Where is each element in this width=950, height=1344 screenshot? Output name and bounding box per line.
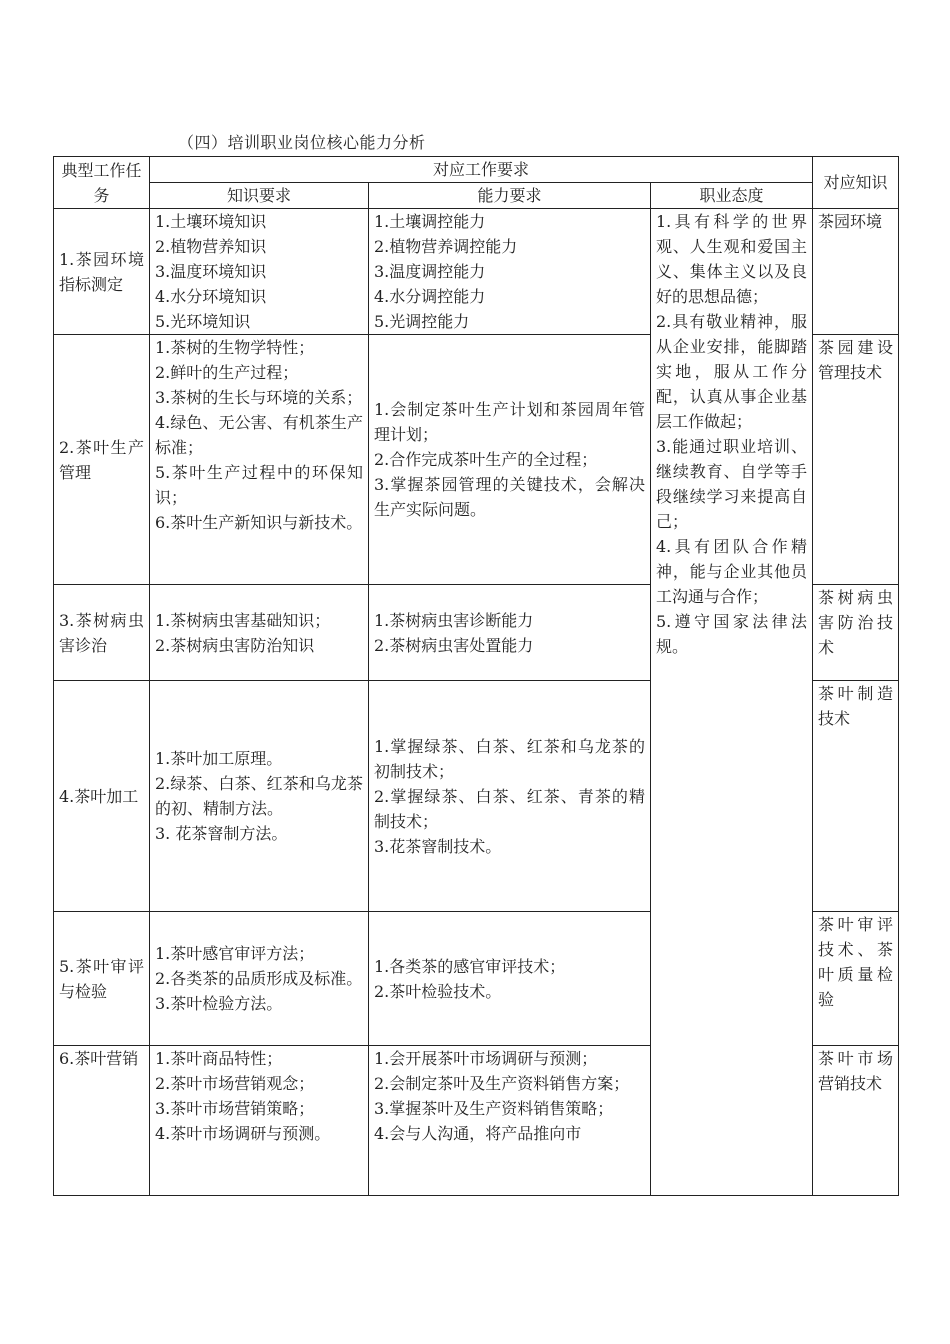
list-item: 1.茶树的生物学特性； bbox=[155, 338, 315, 357]
header-attitude: 职业态度 bbox=[651, 183, 813, 209]
list-item: 4.会与人沟通，将产品推向市 bbox=[374, 1124, 582, 1143]
related-knowledge-cell: 茶园建设管理技术 bbox=[813, 335, 899, 585]
knowledge-cell bbox=[150, 912, 369, 1046]
list-item: 1.茶树病虫害基础知识； bbox=[155, 610, 331, 630]
list-item: 3.茶树的生长与环境的关系； bbox=[155, 388, 363, 407]
list-item: 2.各类茶的品质形成及标准。 bbox=[155, 969, 363, 988]
ability-cell bbox=[369, 681, 651, 912]
header-related-knowledge: 对应知识 bbox=[813, 157, 899, 209]
list-item: 1.具有科学的世界观、人生观和爱国主义、集体主义以及良好的思想品德； bbox=[656, 212, 807, 306]
ability-cell bbox=[369, 912, 651, 1046]
list-item: 3.花茶窨制技术。 bbox=[374, 836, 502, 856]
task-cell: 2.茶叶生产管理 bbox=[54, 335, 150, 585]
list-item: 1.会开展茶叶市场调研与预测； bbox=[374, 1049, 598, 1068]
related-knowledge-cell: 茶叶审评 技术、茶叶质量检验 bbox=[813, 912, 899, 1046]
list-item: 4.具有团队合作精神，能与企业其他员工沟通与合作； bbox=[656, 537, 807, 606]
list-item: 2.合作完成茶叶生产的全过程； bbox=[374, 450, 598, 469]
knowledge-cell bbox=[150, 335, 369, 585]
ability-cell bbox=[369, 335, 651, 585]
list-item: 2.绿茶、白茶、红茶和乌龙茶的初、精制方法。 bbox=[155, 774, 363, 818]
header-row-2 bbox=[54, 183, 899, 209]
header-knowledge: 知识要求 bbox=[150, 183, 369, 209]
list-item: 1.茶树病虫害诊断能力 bbox=[374, 610, 534, 630]
list-item: 2.茶树病虫害防治知识 bbox=[155, 635, 315, 655]
list-item: 2.茶树病虫害处置能力 bbox=[374, 635, 534, 655]
list-item: 4.绿色、无公害、有机茶生产标准； bbox=[155, 413, 363, 457]
ability-cell bbox=[369, 1046, 651, 1196]
task-cell: 1.茶园环境指标测定 bbox=[54, 209, 150, 335]
list-item: 1.土壤调控能力 bbox=[374, 212, 486, 231]
list-item: 1.掌握绿茶、白茶、红茶和乌龙茶的初制技术； bbox=[374, 736, 645, 781]
header-task: 典型工作任务 bbox=[54, 157, 150, 209]
table-row bbox=[54, 209, 899, 335]
list-item: 2.鲜叶的生产过程； bbox=[155, 363, 299, 382]
task-cell: 4.茶叶加工 bbox=[54, 681, 150, 912]
list-item: 4.茶叶市场调研与预测。 bbox=[155, 1124, 331, 1143]
list-item: 3. 花茶窨制方法。 bbox=[155, 824, 288, 843]
list-item: 1.会制定茶叶生产计划和茶园周年管理计划； bbox=[374, 400, 645, 444]
list-item: 3.掌握茶叶及生产资料销售策略； bbox=[374, 1099, 614, 1118]
list-item: 4.水分调控能力 bbox=[374, 287, 486, 306]
knowledge-cell bbox=[150, 585, 369, 681]
ability-cell bbox=[369, 209, 651, 335]
list-item: 1.茶叶商品特性； bbox=[155, 1049, 283, 1068]
list-item: 5.光调控能力 bbox=[374, 312, 470, 331]
related-knowledge-cell: 茶叶市场营销技术 bbox=[813, 1046, 899, 1196]
attitude-cell bbox=[651, 209, 813, 1196]
list-item: 2.会制定茶叶及生产资料销售方案； bbox=[374, 1074, 630, 1093]
list-item: 2.掌握绿茶、白茶、红茶、青茶的精制技术； bbox=[374, 786, 645, 831]
list-item: 2.具有敬业精神，服从企业安排，能脚踏实地，服从工作分配，认真从事企业基层工作做起； bbox=[656, 312, 807, 431]
list-item: 3.茶叶检验方法。 bbox=[155, 994, 283, 1013]
related-knowledge-cell: 茶园环境 bbox=[813, 209, 899, 335]
knowledge-cell bbox=[150, 681, 369, 912]
task-cell: 6.茶叶营销 bbox=[54, 1046, 150, 1196]
list-item: 4.水分环境知识 bbox=[155, 287, 267, 306]
list-item: 1.土壤环境知识 bbox=[155, 212, 267, 231]
list-item: 5.遵守国家法律法规。 bbox=[656, 612, 807, 656]
list-item: 3.能通过职业培训、继续教育、自学等手段继续学习来提高自己； bbox=[656, 437, 807, 531]
list-item: 3.温度环境知识 bbox=[155, 262, 267, 281]
list-item: 5.光环境知识 bbox=[155, 312, 251, 331]
task-cell: 3.茶树病虫害诊治 bbox=[54, 585, 150, 681]
header-row-1 bbox=[54, 157, 899, 183]
list-item: 1.茶叶加工原理。 bbox=[155, 749, 283, 768]
list-item: 3.温度调控能力 bbox=[374, 262, 486, 281]
list-item: 5.茶叶生产过程中的环保知识； bbox=[155, 463, 363, 507]
header-requirements: 对应工作要求 bbox=[150, 157, 813, 183]
knowledge-cell bbox=[150, 209, 369, 335]
competency-table bbox=[53, 156, 899, 1196]
list-item: 3.掌握茶园管理的关键技术，会解决生产实际问题。 bbox=[374, 475, 645, 519]
related-knowledge-cell: 茶树病虫害防治技术 bbox=[813, 585, 899, 681]
list-item: 6.茶叶生产新知识与新技术。 bbox=[155, 513, 363, 532]
list-item: 2.植物营养调控能力 bbox=[374, 237, 518, 256]
ability-cell bbox=[369, 585, 651, 681]
list-item: 1.茶叶感官审评方法； bbox=[155, 944, 315, 963]
list-item: 2.植物营养知识 bbox=[155, 237, 267, 256]
list-item: 2.茶叶市场营销观念； bbox=[155, 1074, 315, 1093]
header-ability: 能力要求 bbox=[369, 183, 651, 209]
related-knowledge-cell: 茶叶制造技术 bbox=[813, 681, 899, 912]
section-heading: （四）培训职业岗位核心能力分析 bbox=[178, 133, 426, 152]
knowledge-cell bbox=[150, 1046, 369, 1196]
list-item: 3.茶叶市场营销策略； bbox=[155, 1099, 315, 1118]
list-item: 1.各类茶的感官审评技术； bbox=[374, 956, 566, 976]
task-cell: 5.茶叶审评与检验 bbox=[54, 912, 150, 1046]
list-item: 2.茶叶检验技术。 bbox=[374, 981, 502, 1001]
